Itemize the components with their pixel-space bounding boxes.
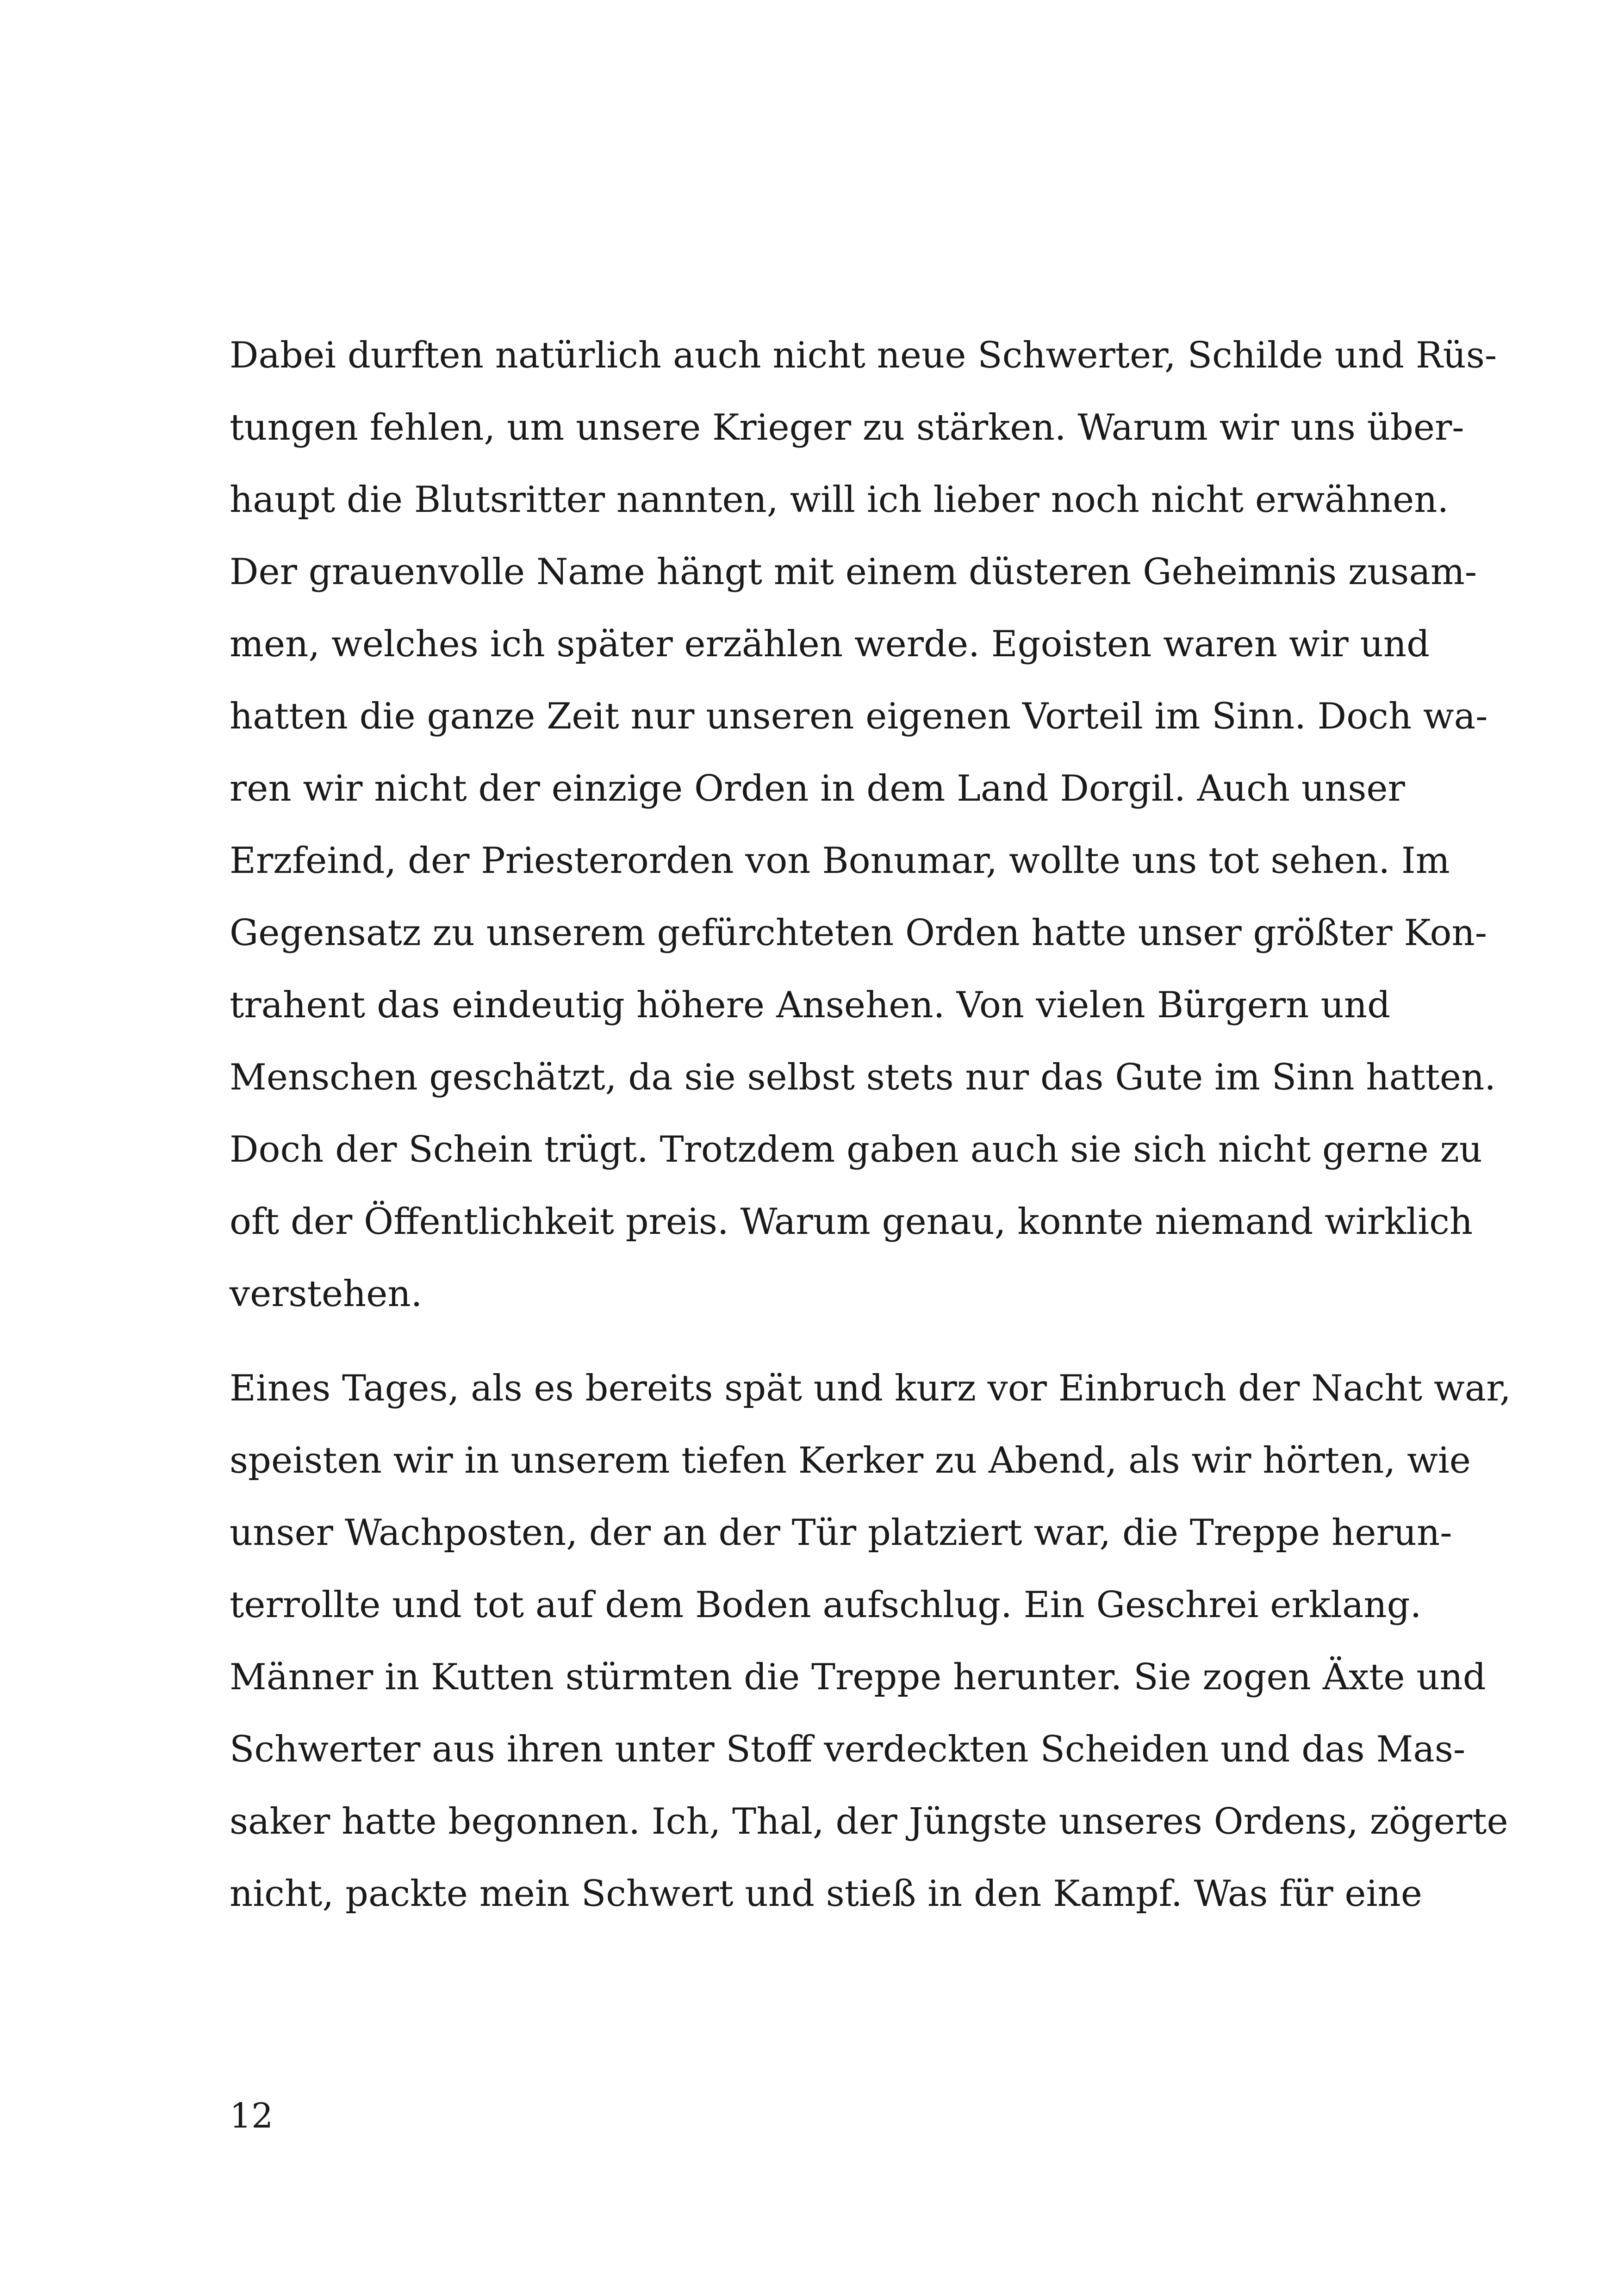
text-line: oft der Öffentlichkeit preis. Warum genau, konnte niemand wirklich (230, 1201, 1473, 1243)
text-line: saker hatte begonnen. Ich, Thal, der Jüngste unseres Ordens, zögerte (230, 1801, 1508, 1842)
text-line: Schwerter aus ihren unter Stoff verdeckten Scheiden und das Mas- (230, 1729, 1466, 1770)
paragraph-1 (230, 319, 1497, 1330)
text-line: speisten wir in unserem tiefen Kerker zu Abend, als wir hörten, wie (230, 1440, 1471, 1481)
body-text (230, 319, 1511, 1930)
text-line: nicht, packte mein Schwert und stieß in den Kampf. Was für eine (230, 1873, 1422, 1915)
text-line: verstehen. (230, 1273, 423, 1315)
text-line: Männer in Kutten stürmten die Treppe herunter. Sie zogen Äxte und (230, 1656, 1486, 1698)
paragraph-2 (230, 1352, 1511, 1930)
page-number: 12 (230, 2096, 274, 2136)
text-line: Erzfeind, der Priesterorden von Bonumar, wollte uns tot sehen. Im (230, 840, 1450, 882)
text-line: tungen fehlen, um unsere Krieger zu stärken. Warum wir uns über- (230, 407, 1464, 448)
text-line: terrollte und tot auf dem Boden aufschlug. Ein Geschrei erklang. (230, 1584, 1422, 1626)
text-line: Doch der Schein trügt. Trotzdem gaben auch sie sich nicht gerne zu (230, 1129, 1482, 1170)
paragraph-gap (230, 1330, 1390, 1352)
text-line: Der grauenvolle Name hängt mit einem düsteren Geheimnis zusam- (230, 551, 1477, 593)
text-line: men, welches ich später erzählen werde. Egoisten waren wir und (230, 623, 1430, 665)
text-line: haupt die Blutsritter nannten, will ich lieber noch nicht erwähnen. (230, 479, 1449, 521)
text-line: unser Wachposten, der an der Tür platziert war, die Treppe herun- (230, 1512, 1452, 1554)
text-line: Eines Tages, als es bereits spät und kurz vor Einbruch der Nacht war, (230, 1368, 1511, 1409)
text-line: Menschen geschätzt, da sie selbst stets nur das Gute im Sinn hatten. (230, 1057, 1496, 1098)
text-line: trahent das eindeutig höhere Ansehen. Von vielen Bürgern und (230, 984, 1390, 1026)
text-line: hatten die ganze Zeit nur unseren eigenen Vorteil im Sinn. Doch wa- (230, 696, 1488, 737)
text-line: ren wir nicht der einzige Orden in dem Land Dorgil. Auch unser (230, 768, 1405, 809)
text-line: Gegensatz zu unserem gefürchteten Orden hatte unser größter Kon- (230, 912, 1487, 954)
text-line: Dabei durften natürlich auch nicht neue Schwerter, Schilde und Rüs- (230, 335, 1497, 376)
